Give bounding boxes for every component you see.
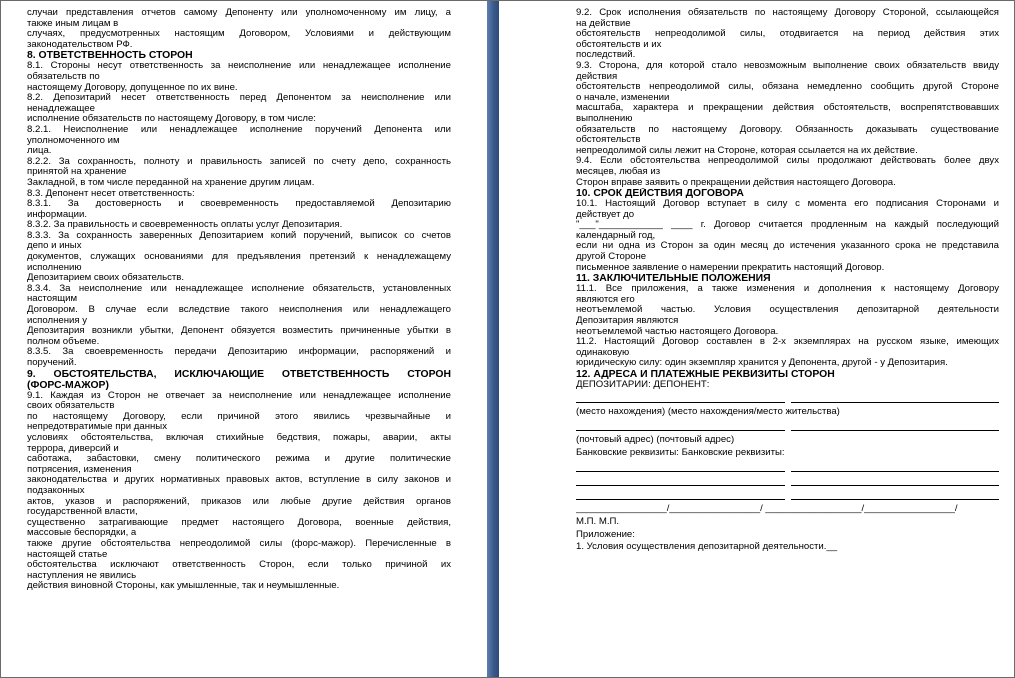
text-line: также другие обстоятельства непреодолимой силы (форс-мажор). Перечисленные в — [27, 538, 451, 549]
stamp-label: М.П. М.П. — [576, 516, 620, 527]
text-line: действует до — [576, 209, 635, 220]
text-line: Договором. В случае если вследствие такого неисполнения или ненадлежащего — [27, 305, 451, 316]
text-line: неотъемлемой частью настоящего Договора. — [576, 326, 779, 337]
text-line: настоящим — [27, 294, 78, 305]
text-line: 8.3.3. За сохранность заверенных Депозитарием копий поручений, выписок со счетов — [27, 230, 451, 241]
text-line: исполнению — [27, 262, 82, 273]
text-line: непредотвратимые при данных — [27, 422, 167, 433]
sign-line: _________________/_________________/ __________________/_________________/ — [576, 504, 958, 515]
text-line: ненадлежащее — [27, 103, 95, 114]
text-line: обстоятельств непреодолимой силы, отодвигается на период действия этих — [576, 29, 999, 40]
section-heading: 12. АДРЕСА И ПЛАТЕЖНЫЕ РЕКВИЗИТЫ СТОРОН — [576, 369, 835, 380]
text-line: непреодолимой силы лежит на Стороне, которая ссылается на их действие. — [576, 145, 918, 156]
text-line: принятой на хранение — [27, 167, 127, 178]
text-line: календарный год, — [576, 230, 656, 241]
right-page-text — [576, 8, 999, 391]
text-line: 8.3.4. За неисполнение или ненадлежащее исполнение обязательств, установленных — [27, 283, 451, 294]
text-line: являются его — [576, 294, 635, 305]
section-heading: (ФОРС-МАЖОР) — [27, 379, 109, 391]
text-line: на действие — [576, 18, 631, 29]
right-page — [499, 0, 1015, 678]
text-line: законодательства и других нормативных правовых актов, вступление в силу законов и — [27, 475, 451, 486]
text-line: по настоящему Договору, если причиной этого явились чрезвычайные и — [27, 411, 451, 422]
text-line: лица. — [27, 146, 52, 157]
text-line: своих обязательств — [27, 401, 115, 412]
text-line: 10.1. Настоящий Договор вступает в силу с момента его подписания Сторонами и — [576, 199, 999, 210]
text-line: обстоятельства исключают ответственность Сторон, если только причиной их — [27, 560, 451, 571]
page-gutter — [487, 0, 499, 678]
text-line: террора, диверсий и — [27, 443, 119, 454]
text-line: 8.3. Депонент несет ответственность: — [27, 188, 195, 199]
text-line: поручений. — [27, 358, 77, 368]
text-line: наступления не явились — [27, 570, 137, 581]
section-heading: 9. ОБСТОЯТЕЛЬСТВА, ИСКЛЮЧАЮЩИЕ ОТВЕТСТВЕННОСТЬ СТОРОН — [27, 368, 451, 380]
text-line: 11.1. Все приложения, а также изменения и дополнения к настоящему Договору — [576, 284, 999, 295]
text-line: Депозитария являются — [576, 316, 679, 327]
text-line: "___"____________ ____ г. Договор считается продленным на каждый последующий — [576, 220, 999, 231]
text-line: 8.3.5. За своевременность передачи Депозитарию информации, распоряжений и — [27, 347, 451, 358]
text-line: другой Стороне — [576, 252, 647, 263]
text-line: 8.1. Стороны несут ответственность за неисполнение или ненадлежащее исполнение — [27, 61, 451, 72]
text-line: массовые беспорядки, а — [27, 528, 137, 539]
text-line: исполнения у — [27, 315, 88, 326]
location-label: (место нахождения) (место нахождения/место жительства) — [576, 406, 840, 417]
text-line: юридическую силу: один экземпляр хранится у Депонента, другой - у Депозитария. — [576, 358, 948, 369]
text-line: случаях, предусмотренных настоящим Договором, Условиями и действующим — [27, 29, 451, 40]
text-line: 9.3. Сторона, для которой стало невозможным выполнение своих обязательств ввиду — [576, 60, 999, 71]
text-line: настоящему Договору, допущенное по их вине. — [27, 82, 238, 93]
text-line: случаи представления отчетов самому Депоненту или уполномоченному им лицу, а — [27, 8, 451, 18]
text-line: уполномоченного им — [27, 135, 120, 146]
text-line: исполнение обязательств по настоящему Договору, в том числе: — [27, 114, 316, 125]
bank-label: Банковские реквизиты: Банковские реквизиты: — [576, 447, 785, 458]
text-line: настоящей статье — [27, 549, 108, 560]
text-line: действия — [576, 71, 618, 82]
text-line: Сторон вправе заявить о прекращении действия настоящего Договора. — [576, 177, 896, 188]
text-line: условиях обстоятельства, включая стихийные бедствия, пожары, аварии, акты — [27, 432, 451, 443]
text-line: саботажа, забастовки, смену политического режима и другие политические — [27, 454, 451, 465]
text-line: 8.3.1. За достоверность и своевременность предоставляемой Депозитарию — [27, 199, 451, 210]
text-line: существенно затрагивающие предмет настоящего Договора, военные действия, — [27, 517, 451, 528]
text-line: действия виновной Стороны, как умышленные, так и неумышленные. — [27, 581, 340, 592]
text-line: 8.2.2. За сохранность, полноту и правильность записей по счету депо, сохранность — [27, 156, 451, 167]
text-line: последствий. — [576, 50, 636, 61]
text-line: законодательством РФ. — [27, 39, 133, 50]
text-line: документов, служащих основаниями для предъявления претензий к ненадлежащему — [27, 252, 451, 263]
text-line: выполнению — [576, 113, 633, 124]
signature-line — [576, 476, 999, 486]
text-line: обязательств по — [27, 71, 100, 82]
text-line: обстоятельств непреодолимой силы, обязана немедленно сообщить другой Стороне — [576, 82, 999, 93]
text-line: полном объеме. — [27, 336, 100, 347]
text-line: о начале, изменении — [576, 92, 670, 103]
postal-label: (почтовый адрес) (почтовый адрес) — [576, 435, 735, 446]
section-heading: 11. ЗАКЛЮЧИТЕЛЬНЫЕ ПОЛОЖЕНИЯ — [576, 273, 771, 285]
text-line: 8.2.1. Неисполнение или ненадлежащее исполнение поручений Депонента или — [27, 124, 451, 135]
text-line: Депозитарием своих обязательств. — [27, 273, 185, 284]
text-line: письменное заявление о намерении прекратить настоящий Договор. — [576, 262, 885, 273]
text-line: потрясения, изменения — [27, 464, 132, 475]
section-heading: 8. ОТВЕТСТВЕННОСТЬ СТОРОН — [27, 50, 193, 62]
text-line: 9.1. Каждая из Сторон не отвечает за неисполнение или ненадлежащее исполнение — [27, 390, 451, 401]
text-line: Закладной, в том числе переданной на хранение другим лицам. — [27, 177, 315, 188]
text-line: 8.3.2. За правильность и своевременность оплаты услуг Депозитария. — [27, 220, 343, 231]
text-line: информации. — [27, 209, 88, 220]
text-line: ДЕПОЗИТАРИЙ: ДЕПОНЕНТ: — [576, 380, 710, 390]
text-line: 11.2. Настоящий Договор составлен в 2-х экземплярах на русском языке, имеющих — [576, 337, 999, 348]
text-line: обстоятельств — [576, 135, 641, 146]
signature-line — [576, 393, 999, 403]
text-line: актов, указов и распоряжений, приказов или любые другие действия органов — [27, 496, 451, 507]
text-line: 9.2. Срок исполнения обязательств по настоящему Договору Стороной, ссылающейся — [576, 8, 999, 18]
text-line: Депозитария возникли убытки, Депонент обязуется возместить причиненные убытки в — [27, 326, 451, 337]
appendix-title: Приложение: — [576, 529, 635, 540]
text-line: депо и иных — [27, 241, 82, 252]
appendix-item: 1. Условия осуществления депозитарной деятельности.__ — [576, 542, 838, 553]
text-line: подзаконных — [27, 485, 85, 496]
text-line: неотъемлемой частью. Условия осуществления депозитарной деятельности — [576, 305, 999, 316]
signature-line — [576, 421, 999, 431]
text-line: месяцев, любая из — [576, 166, 661, 177]
text-line: обязательств по настоящему Договору. Обязанность доказывать существование — [576, 124, 999, 135]
text-line: обстоятельств и их — [576, 39, 662, 50]
text-line: масштаба, характера и прекращении действия обстоятельств, воспрепятствовавших — [576, 103, 999, 114]
text-line: государственной власти, — [27, 507, 138, 518]
signature-line — [576, 462, 999, 472]
left-page — [0, 0, 487, 678]
text-line: 9.4. Если обстоятельства непреодолимой силы продолжают действовать более двух — [576, 156, 999, 167]
text-line: одинаковую — [576, 347, 630, 358]
signature-line — [576, 490, 999, 500]
text-line: 8.2. Депозитарий несет ответственность перед Депонентом за неисполнение или — [27, 93, 451, 104]
section-heading: 10. СРОК ДЕЙСТВИЯ ДОГОВОРА — [576, 188, 744, 200]
text-line: если ни одна из Сторон за один месяц до истечения указанного срока не представила — [576, 241, 999, 252]
text-line: также иным лицам в — [27, 18, 119, 29]
